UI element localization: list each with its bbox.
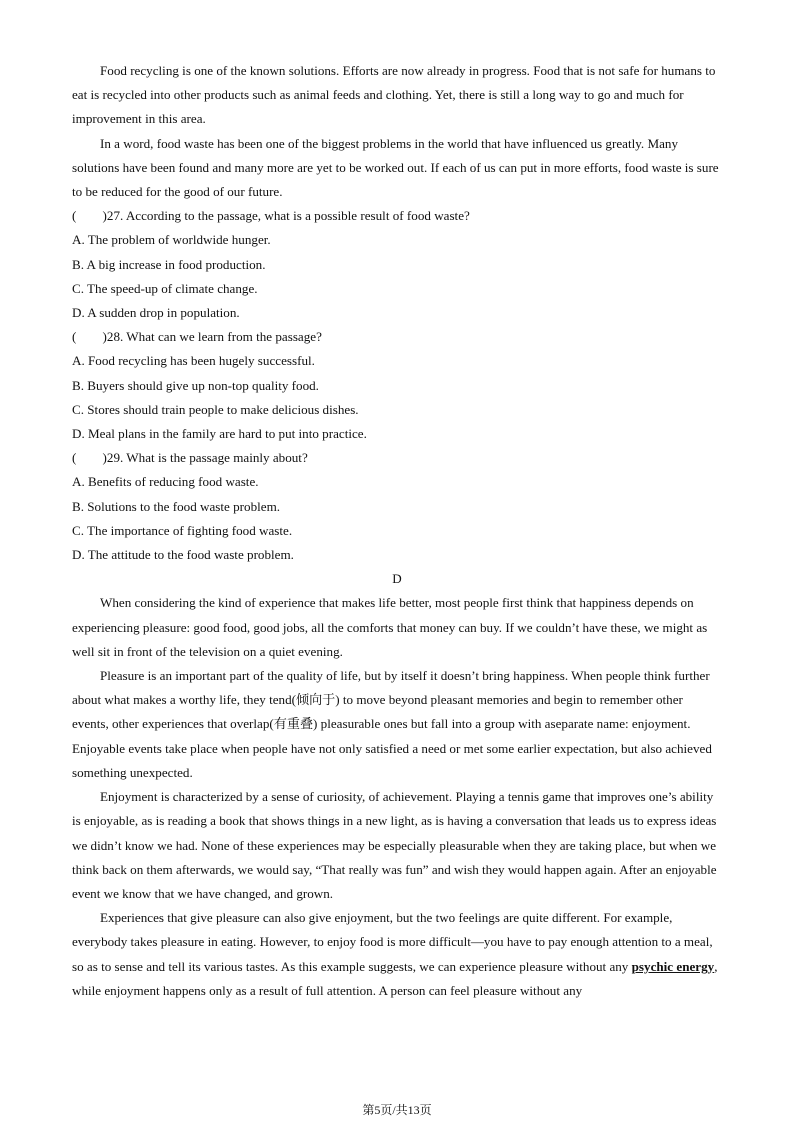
- option-29a: A. Benefits of reducing food waste.: [72, 474, 259, 490]
- question-29: ( )29. What is the passage mainly about?: [72, 450, 308, 466]
- option-29d: D. The attitude to the food waste problem.: [72, 547, 294, 563]
- option-28c: C. Stores should train people to make delicious dishes.: [72, 401, 359, 417]
- paragraph-food-recycling: Food recycling is one of the known solutions. Efforts are now already in progress. Food that is not safe for humans to eat is recycled into other products such as animal feeds and clothing. Yet, there is still a long way to go and much for improvement in this area.: [72, 63, 716, 127]
- section-heading-d: D: [392, 571, 402, 587]
- option-27b: B. A big increase in food production.: [72, 256, 266, 272]
- question-28: ( )28. What can we learn from the passage?: [72, 329, 322, 345]
- option-28d: D. Meal plans in the family are hard to put into practice.: [72, 426, 367, 442]
- option-27a: A. The problem of worldwide hunger.: [72, 232, 271, 248]
- paragraph-d4-end: , while enjoyment happens only as a result of full attention. A person can feel pleasure without any: [72, 958, 718, 998]
- option-29c: C. The importance of fighting food waste.: [72, 522, 293, 538]
- question-27: ( )27. According to the passage, what is a possible result of food waste?: [72, 208, 470, 224]
- option-27c: C. The speed-up of climate change.: [72, 280, 258, 296]
- option-29b: B. Solutions to the food waste problem.: [72, 498, 281, 514]
- paragraph-d3: Enjoyment is characterized by a sense of curiosity, of achievement. Playing a tennis game that improves one’s ability is enjoyable, as is reading a book that shows things in a new light, as is having a conversation that leads us to express ideas we didn’t know we had. None of these experiences may be especially pleasurable when they are taking place, but when we think back on them afterwards, we would say, “That really was fun” and wish they would happen again. After an enjoyable event we know that we have changed, and grown.: [72, 789, 717, 901]
- underlined-phrase: psychic energy: [631, 958, 715, 974]
- option-27d: D. A sudden drop in population.: [72, 305, 240, 321]
- paragraph-d2: Pleasure is an important part of the quality of life, but by itself it doesn’t bring happiness. When people think further about what makes a worthy life, they tend(倾向于) to move beyond pleasant memories and begin to remember other events, other experiences that overlap(有重叠) pleasurable ones but fall into a group with aseparate name: enjoyment. Enjoyable events take place when people have not only satisfied a need or met some earlier expectation, but also achieved something unexpected.: [72, 668, 712, 780]
- page-number: 第5页/共13页: [362, 1103, 432, 1117]
- option-28a: A. Food recycling has been hugely successful.: [72, 353, 315, 369]
- paragraph-d4-start: Experiences that give pleasure can also give enjoyment, but the two feelings are quite different. For example, everybody takes pleasure in eating. However, to enjoy food is more difficult—you have to pay enough attention to a meal, so as to sense and tell its various tastes. As this example suggests, we can experience pleasure without any: [72, 910, 713, 974]
- paragraph-d1: When considering the kind of experience that makes life better, most people first think that happiness depends on experiencing pleasure: good food, good jobs, all the comforts that money can buy. If we couldn’t have these, we might as well sit in front of the television on a quiet evening.: [72, 595, 708, 659]
- option-28b: B. Buyers should give up non-top quality food.: [72, 377, 319, 393]
- paragraph-d4: [72, 906, 722, 1003]
- paragraph-conclusion: In a word, food waste has been one of the biggest problems in the world that have influenced us greatly. Many solutions have been found and many more are yet to be worked out. If each of us can put in more efforts, food waste is sure to be reduced for the good of our future.: [72, 135, 719, 200]
- page-content: [72, 59, 722, 1003]
